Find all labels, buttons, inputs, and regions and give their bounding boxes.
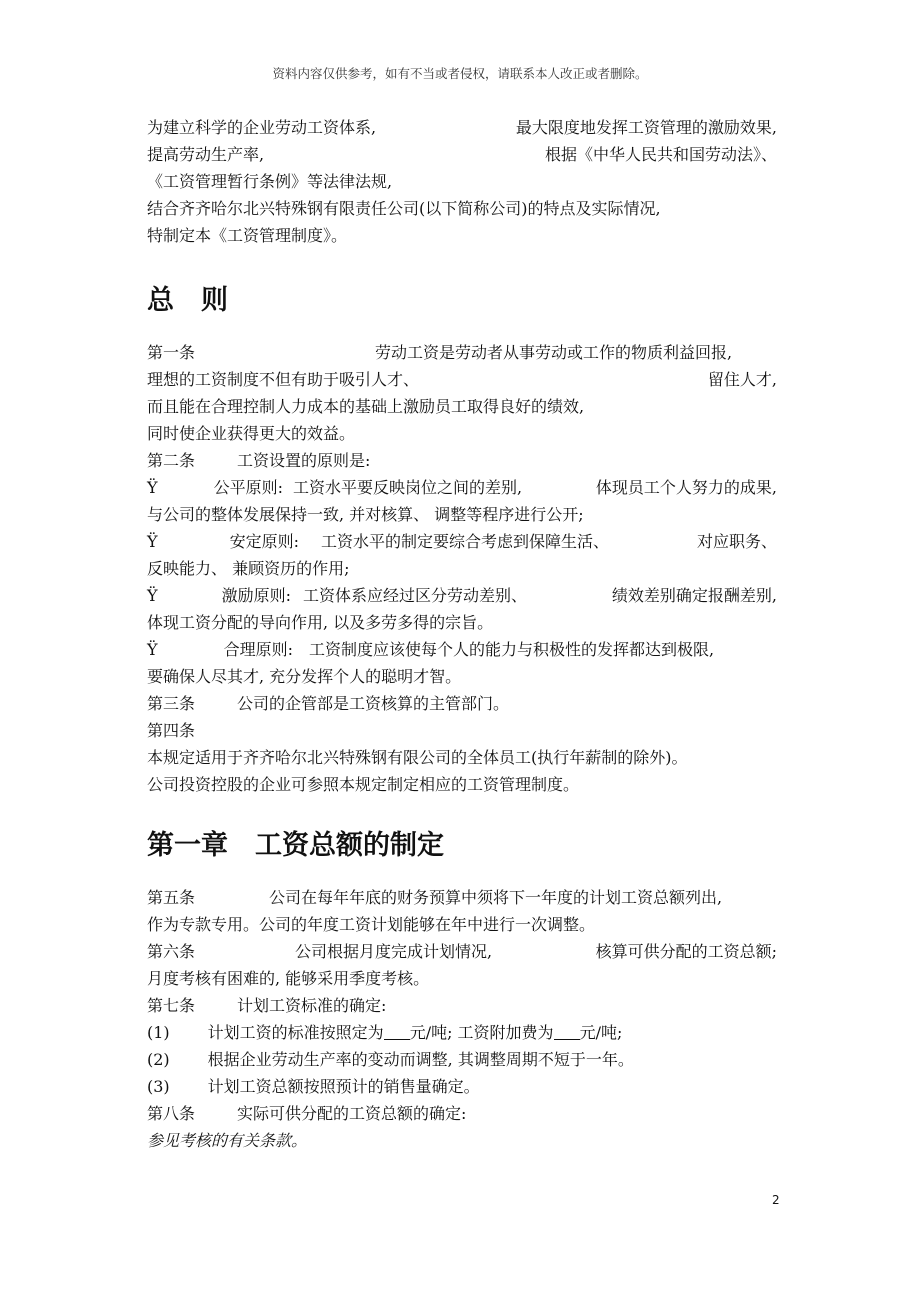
chapter-heading: 第一章 工资总额的制定: [147, 830, 444, 861]
blank-field: [554, 1024, 580, 1040]
article-1-line-3: 而且能在合理控制人力成本的基础上激励员工取得良好的绩效,: [147, 397, 585, 416]
article-4-line-2: 本规定适用于齐齐哈尔北兴特殊钢有限公司的全体员工(执行年薪制的除外)。: [147, 748, 688, 767]
article-6: 第六条 公司根据月度完成计划情况, 核算可供分配的工资总额;: [147, 942, 777, 961]
article-7-item-3: (3) 计划工资总额按照预计的销售量确定。: [147, 1077, 480, 1096]
principle-reasonable: Ÿ 合理原则: 工资制度应该使每个人的能力与积极性的发挥都达到极限,: [147, 640, 715, 659]
intro-line-5: 特制定本《工资管理制度》。: [147, 226, 348, 245]
article-7-item-2: (2) 根据企业劳动生产率的变动而调整, 其调整周期不短于一年。: [147, 1050, 634, 1069]
intro-line-3: 《工资管理暂行条例》等法律法规,: [147, 172, 393, 191]
section-heading: 总 则: [147, 285, 228, 316]
article-1-line-4: 同时使企业获得更大的效益。: [147, 424, 356, 443]
article-8-line-2: 参见考核的有关条款。: [147, 1131, 308, 1150]
article-3: 第三条 公司的企管部是工资核算的主管部门。: [147, 694, 510, 713]
bullet-icon: Ÿ: [147, 478, 158, 497]
article-2: 第二条 工资设置的原则是:: [147, 451, 371, 470]
bullet-icon: Ÿ: [147, 640, 158, 659]
principle-incentive-line-2: 体现工资分配的导向作用, 以及多劳多得的宗旨。: [147, 613, 494, 632]
article-1-line-2: 理想的工资制度不但有助于吸引人才、 留住人才,: [147, 370, 777, 389]
principle-stability-line-2: 反映能力、 兼顾资历的作用;: [147, 559, 350, 578]
page-number: 2: [772, 1193, 780, 1207]
principle-stability: Ÿ 安定原则: 工资水平的制定要综合考虑到保障生活、 对应职务、: [147, 532, 777, 551]
article-1: 第一条 劳动工资是劳动者从事劳动或工作的物质利益回报,: [147, 343, 733, 362]
principle-incentive: Ÿ 激励原则: 工资体系应经过区分劳动差别、 绩效差别确定报酬差别,: [147, 586, 777, 605]
article-7: 第七条 计划工资标准的确定:: [147, 996, 387, 1015]
principle-reasonable-line-2: 要确保人尽其才, 充分发挥个人的聪明才智。: [147, 667, 462, 686]
bullet-icon: Ÿ: [147, 586, 158, 605]
article-4-line-3: 公司投资控股的企业可参照本规定制定相应的工资管理制度。: [147, 775, 580, 794]
article-6-line-2: 月度考核有困难的, 能够采用季度考核。: [147, 969, 430, 988]
page-header: 资料内容仅供参考，如有不当或者侵权，请联系本人改正或者删除。: [272, 66, 648, 81]
intro-line-1: 为建立科学的企业劳动工资体系, 最大限度地发挥工资管理的激励效果,: [147, 118, 777, 137]
article-8: 第八条 实际可供分配的工资总额的确定:: [147, 1104, 467, 1123]
intro-line-2: 提高劳动生产率, 根据《中华人民共和国劳动法》、: [147, 145, 777, 164]
intro-line-4: 结合齐齐哈尔北兴特殊钢有限责任公司(以下简称公司)的特点及实际情况,: [147, 199, 661, 218]
principle-fairness-line-2: 与公司的整体发展保持一致, 并对核算、 调整等程序进行公开;: [147, 505, 584, 524]
article-7-item-1: (1) 计划工资的标准按照定为 元/吨; 工资附加费为 元/吨;: [147, 1023, 623, 1042]
article-5-line-2: 作为专款专用。公司的年度工资计划能够在年中进行一次调整。: [147, 915, 596, 934]
blank-field: [384, 1024, 410, 1040]
article-4: 第四条: [147, 721, 196, 740]
bullet-icon: Ÿ: [147, 532, 158, 551]
principle-fairness: Ÿ 公平原则: 工资水平要反映岗位之间的差别, 体现员工个人努力的成果,: [147, 478, 777, 497]
article-5: 第五条 公司在每年年底的财务预算中须将下一年度的计划工资总额列出,: [147, 888, 723, 907]
